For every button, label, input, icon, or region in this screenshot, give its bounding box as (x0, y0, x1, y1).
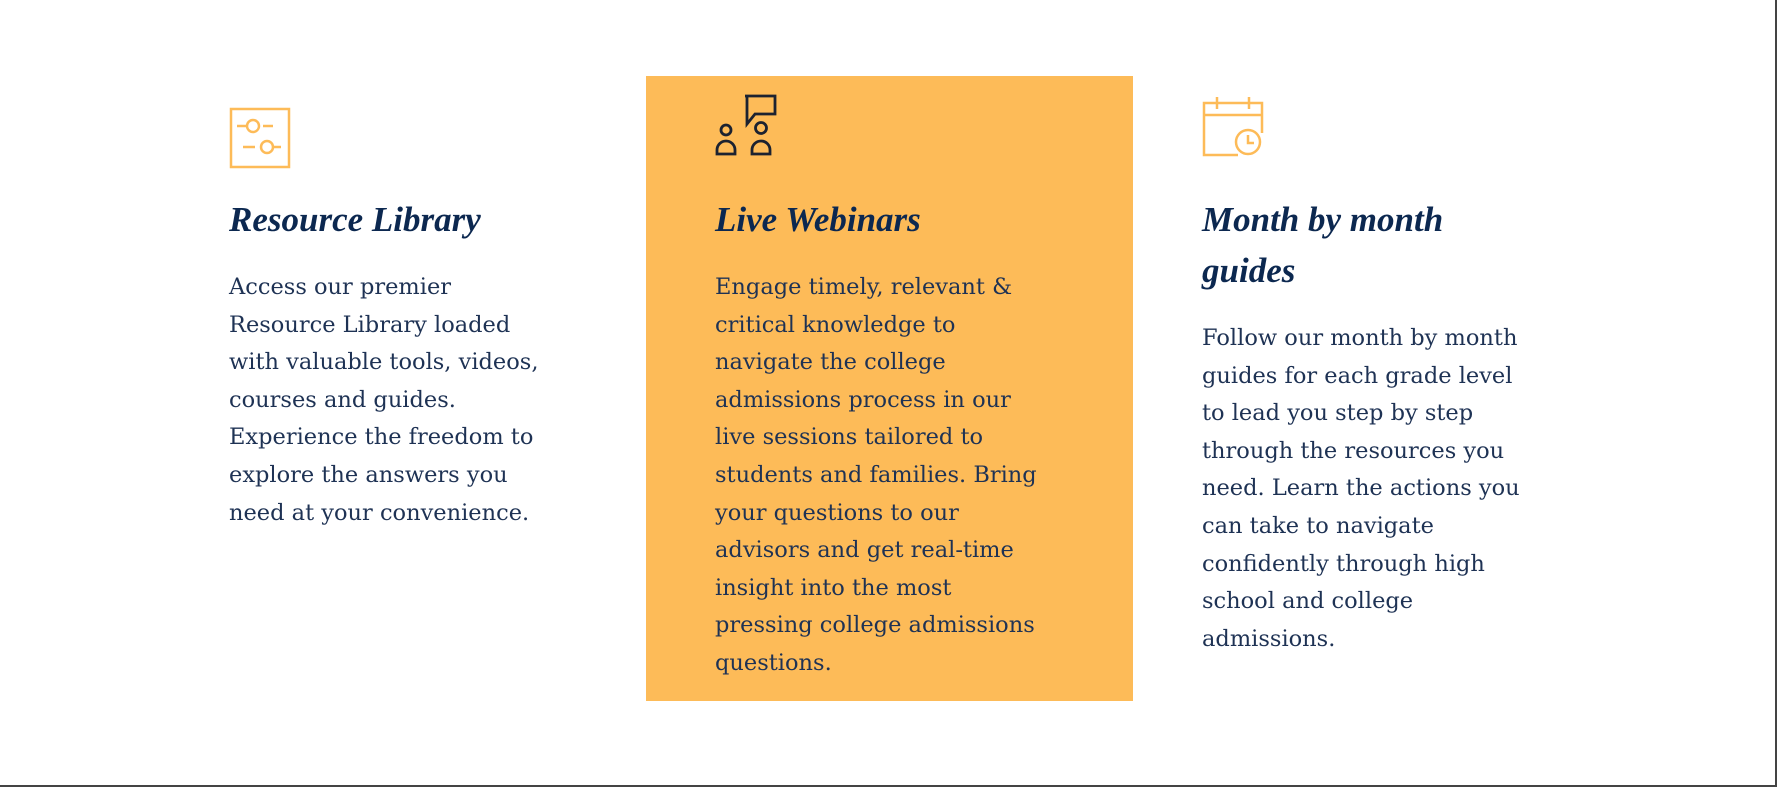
title-line: guides (1202, 251, 1296, 290)
title-line: Month by month (1202, 200, 1444, 239)
card-title (229, 194, 481, 245)
text-line: Resource Library loaded (229, 311, 511, 338)
text-line: critical knowledge to (715, 311, 956, 338)
text-line: live sessions tailored to (715, 424, 984, 451)
text-line: Follow our month by month (1202, 325, 1518, 351)
card-description (1202, 320, 1520, 658)
text-line: pressing college admissions (715, 612, 1035, 639)
card-title (1202, 194, 1443, 296)
text-line: confidently through high (1202, 550, 1485, 577)
text-line: can take to navigate (1202, 512, 1434, 539)
text-line: insight into the most (715, 574, 952, 601)
text-line: explore the answers you (229, 461, 508, 488)
card-description (229, 269, 539, 532)
text-line: admissions. (1202, 625, 1336, 652)
text-line: navigate the college (715, 349, 946, 376)
title-line: Resource Library (229, 200, 481, 239)
text-line: school and college (1202, 588, 1414, 615)
settings-sliders-icon (229, 107, 291, 169)
title-line: Live Webinars (715, 200, 921, 239)
text-line: Access our premier (229, 274, 452, 300)
text-line: through the resources you (1202, 437, 1505, 464)
text-line: need at your convenience. (229, 499, 530, 526)
text-line: Engage timely, relevant & (715, 274, 1013, 300)
text-line: questions. (715, 649, 832, 676)
calendar-clock-icon (1202, 95, 1264, 157)
webinar-people-chat-icon (715, 94, 777, 156)
text-line: your questions to our (715, 499, 959, 526)
text-line: need. Learn the actions you (1202, 475, 1520, 502)
text-line: to lead you step by step (1202, 400, 1474, 427)
text-line: advisors and get real-time (715, 537, 1014, 564)
text-line: students and families. Bring (715, 461, 1037, 488)
card-description (715, 269, 1037, 683)
text-line: Experience the freedom to (229, 424, 534, 451)
text-line: courses and guides. (229, 386, 456, 413)
text-line: guides for each grade level (1202, 362, 1513, 389)
card-title (715, 194, 921, 245)
text-line: with valuable tools, videos, (229, 349, 539, 376)
text-line: admissions process in our (715, 386, 1011, 413)
